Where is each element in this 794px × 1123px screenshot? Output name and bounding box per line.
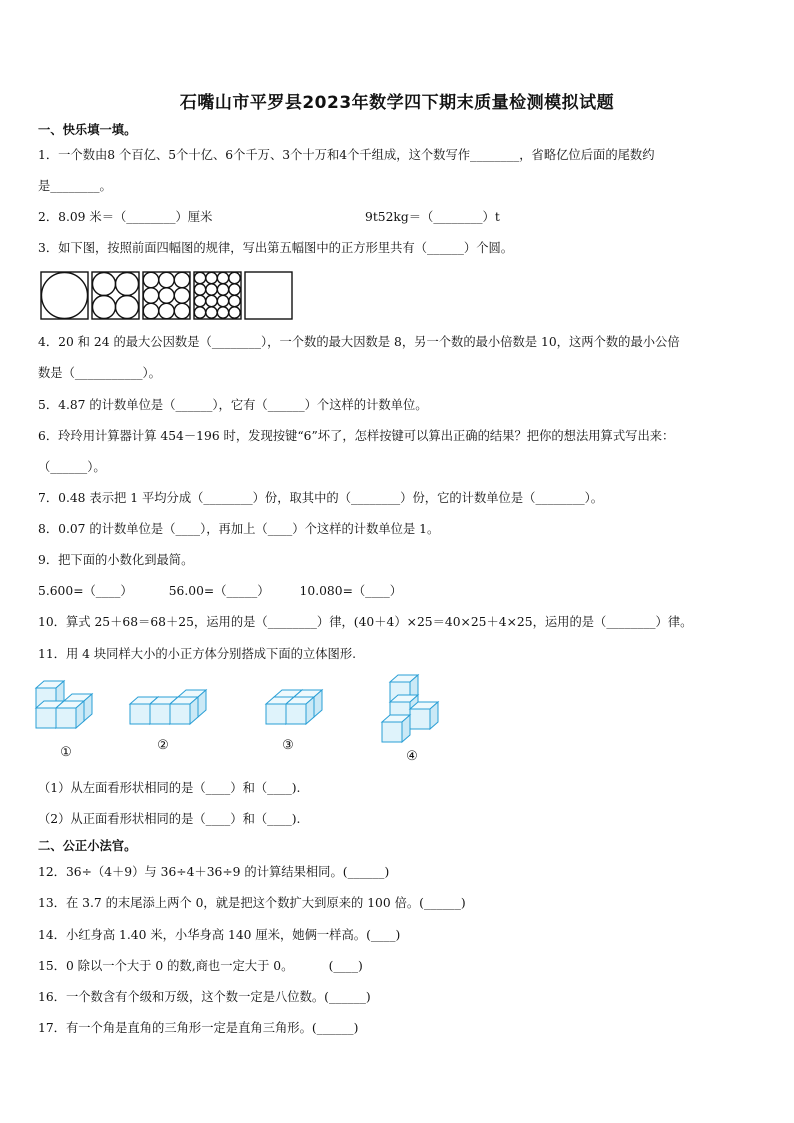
- figure-label-2: ②: [157, 738, 169, 753]
- question-4-line-2: 数是（___________）。: [38, 366, 161, 380]
- pattern-square-3: [143, 272, 190, 319]
- question-11: 11．用 4 块同样大小的小正方体分别搭成下面的立体图形.: [38, 647, 357, 661]
- cube-figures: [30, 672, 450, 744]
- question-17: 17．有一个角是直角的三角形一定是直角三角形。(______): [38, 1021, 359, 1035]
- question-15: 15．0 除以一个大于 0 的数,商也一定大于 0。 (____): [38, 959, 363, 973]
- question-8: 8．0.07 的计数单位是（____），再加上（____）个这样的计数单位是 1。: [38, 522, 440, 536]
- question-9-item-a: 5.600=（____）: [38, 584, 133, 598]
- figure-label-1: ①: [60, 745, 72, 760]
- question-9-item-c: 10.080=（____）: [299, 584, 403, 598]
- question-14: 14．小红身高 1.40 米，小华身高 140 厘米，她俩一样高。(____): [38, 928, 401, 942]
- pattern-square-5-empty: [245, 272, 292, 319]
- cube-figure-2: [130, 690, 206, 724]
- section-heading-1: 一、快乐填一填。: [38, 122, 137, 137]
- question-9-items: [38, 582, 762, 600]
- question-3: 3．如下图，按照前面四幅图的规律，写出第五幅图中的正方形里共有（______）个圆。: [38, 241, 514, 255]
- question-11-part-2: （2）从正面看形状相同的是（____）和（____).: [38, 812, 301, 826]
- question-10: 10．算式 25＋68＝68＋25，运用的是（________）律，(40＋4）×25＝40×25＋4×25，运用的是（________）律。: [38, 615, 693, 629]
- question-6-line-2: （______）。: [38, 460, 106, 474]
- figure-label-4: ④: [406, 749, 418, 764]
- circle-pattern-figure: [40, 271, 296, 323]
- question-16: 16．一个数含有个级和万级，这个数一定是八位数。(______): [38, 990, 371, 1004]
- cube-figure-4: [382, 675, 438, 742]
- pattern-square-4: [194, 272, 241, 319]
- question-9: 9．把下面的小数化到最简。: [38, 553, 194, 567]
- question-7: 7．0.48 表示把 1 平均分成（________）份，取其中的（________）份，它的计数单位是（________）。: [38, 491, 604, 505]
- question-4-line-1: 4．20 和 24 的最大公因数是（________），一个数的最大因数是 8，另一个数的最小倍数是 10，这两个数的最小公倍: [38, 335, 680, 349]
- question-5: 5．4.87 的计数单位是（______），它有（______）个这样的计数单位。: [38, 398, 428, 412]
- figure-label-3: ③: [282, 738, 294, 753]
- question-1-line-1: 1．一个数由8 个百亿、5个十亿、6个千万、3个十万和4个千组成，这个数写作________，省略亿位后面的尾数约: [38, 148, 655, 162]
- question-2-part-b: 9t52kg＝（________）t: [365, 210, 500, 224]
- question-12: 12．36÷（4＋9）与 36÷4＋36÷9 的计算结果相同。(______): [38, 865, 390, 879]
- question-9-item-b: 56.00=（_____）: [168, 584, 270, 598]
- pattern-square-2: [92, 272, 139, 319]
- cube-figure-1: [36, 681, 92, 728]
- cube-figure-3: [266, 690, 322, 724]
- question-11-part-1: （1）从左面看形状相同的是（____）和（____).: [38, 781, 301, 795]
- page-title: 石嘴山市平罗县2023年数学四下期末质量检测模拟试题: [179, 93, 615, 113]
- question-13: 13．在 3.7 的末尾添上两个 0，就是把这个数扩大到原来的 100 倍。(______): [38, 896, 466, 910]
- pattern-square-1: [41, 272, 88, 319]
- question-1-line-2: 是________。: [38, 179, 112, 193]
- section-heading-2: 二、公正小法官。: [38, 838, 137, 853]
- question-6-line-1: 6．玲玲用计算器计算 454－196 时，发现按键“6”坏了，怎样按键可以算出正确的结果？把你的想法用算式写出来：: [38, 429, 675, 443]
- question-2-part-a: 2．8.09 米＝（________）厘米: [38, 210, 213, 224]
